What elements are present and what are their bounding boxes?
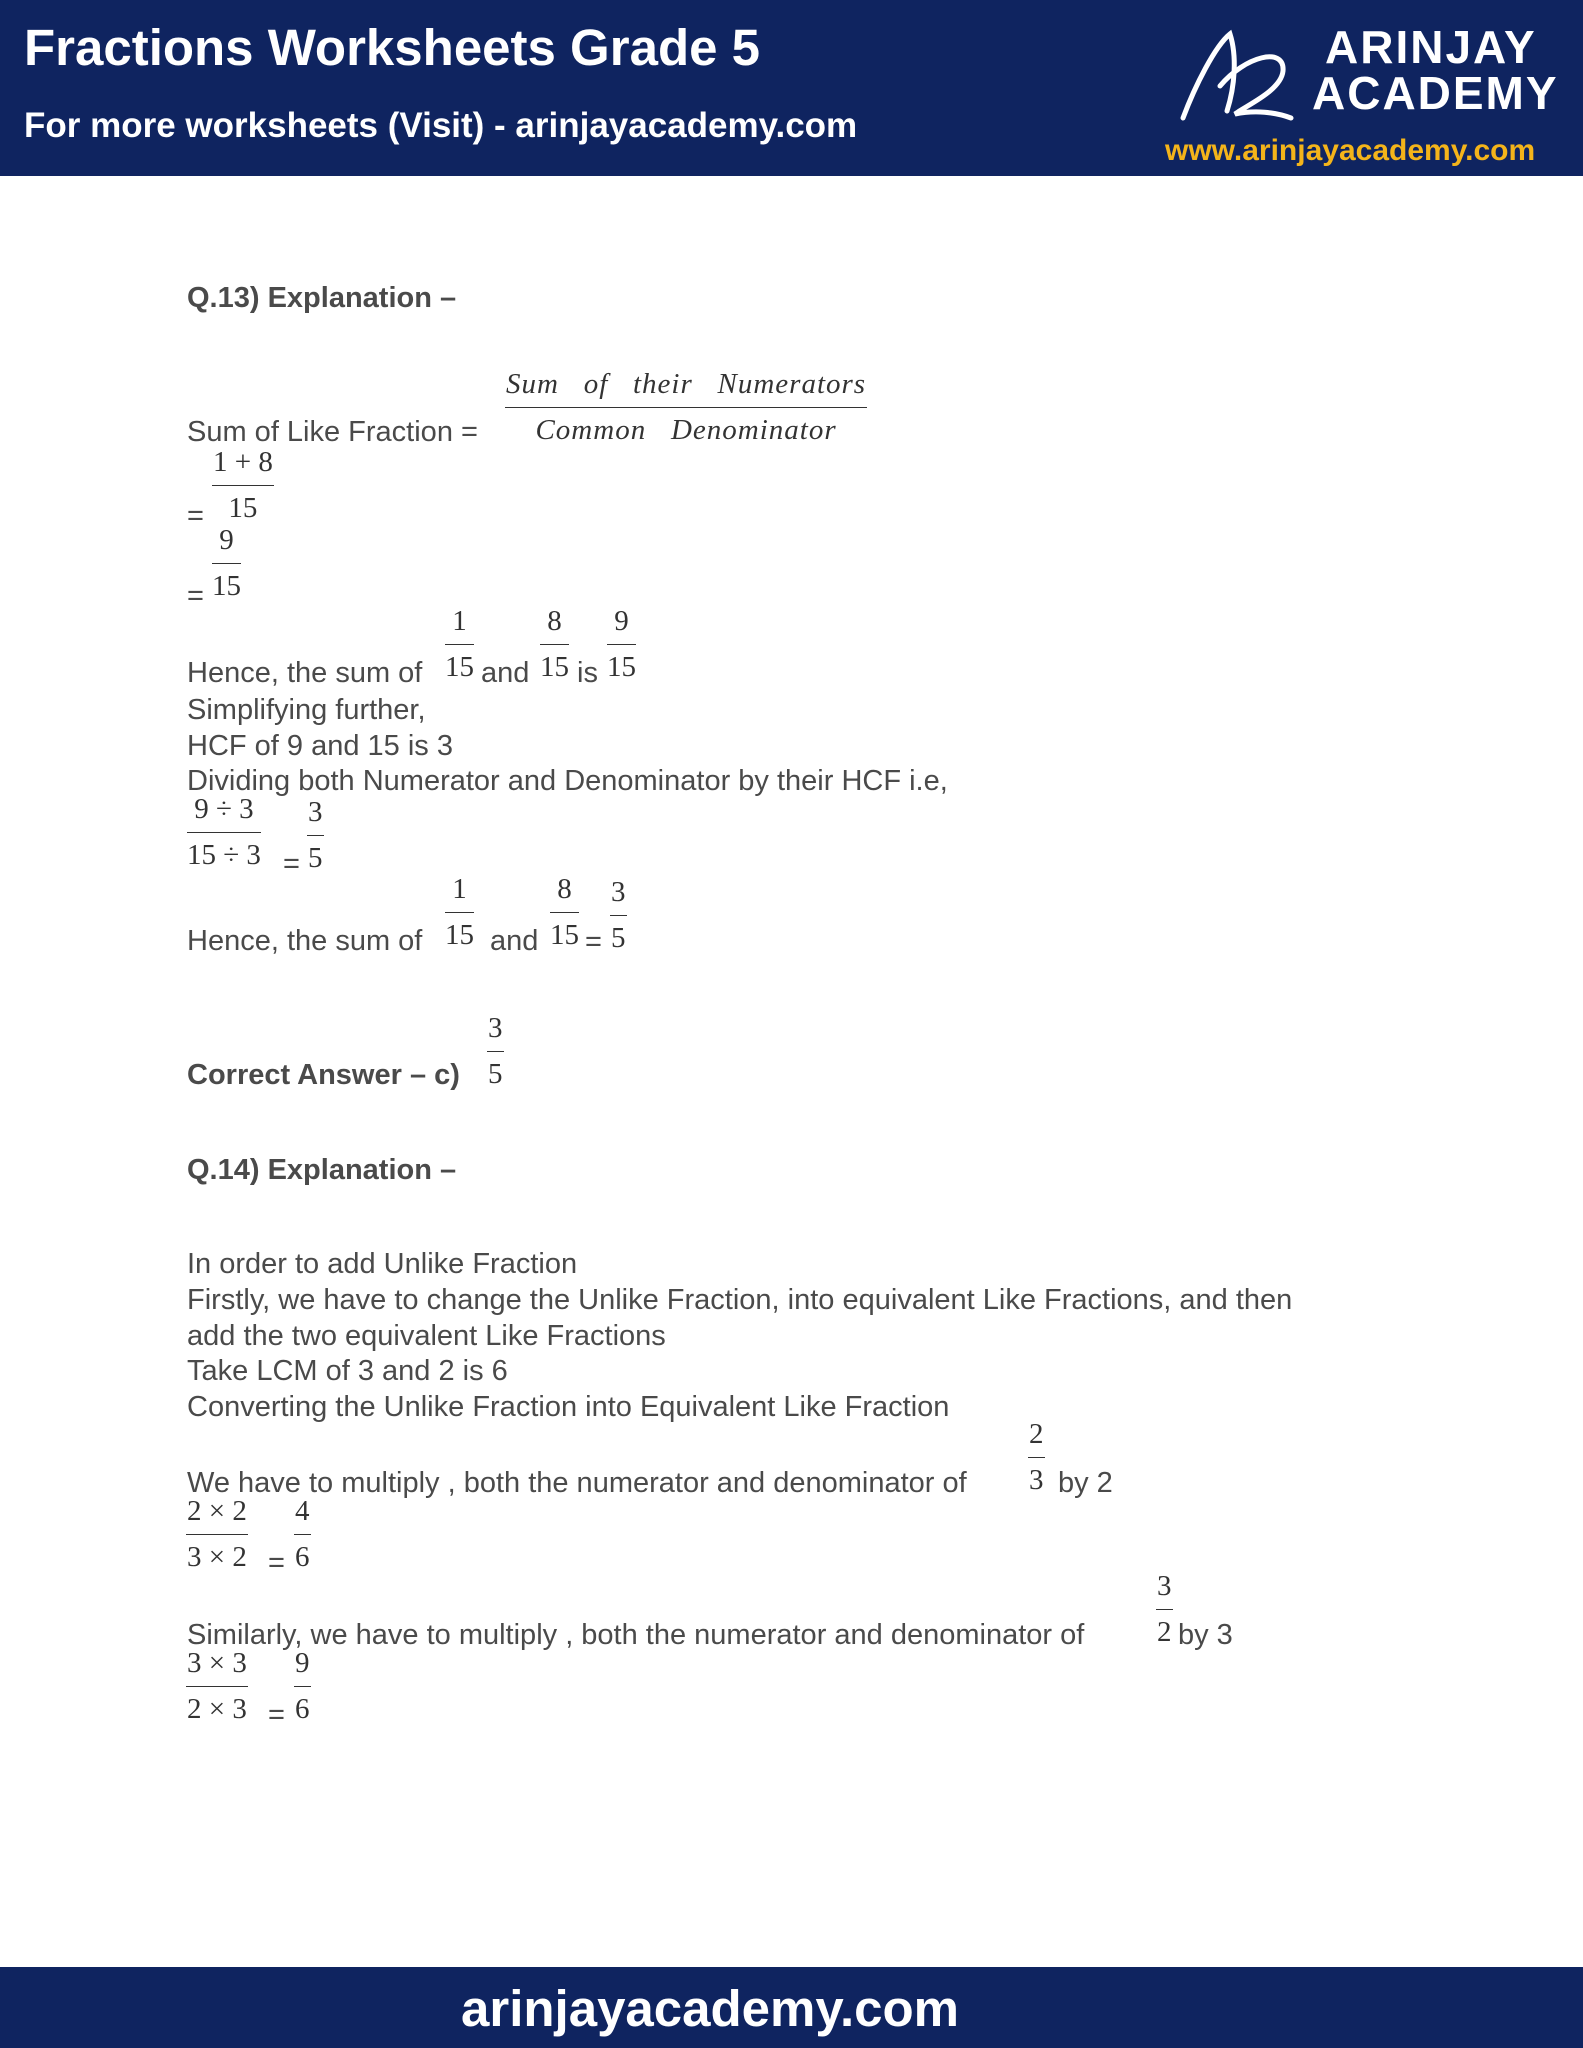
hence1-text-b: and: [481, 657, 530, 689]
denominator: 6: [294, 1686, 311, 1724]
logo-text-line1: ARINJAY: [1325, 21, 1537, 73]
step2-fraction: [212, 526, 241, 601]
denominator: 15: [607, 644, 636, 682]
hence1-fraction-1: [445, 607, 474, 682]
step1-fraction: [212, 448, 274, 523]
hence1-fraction-3: [607, 607, 636, 682]
denominator: 15: [445, 644, 474, 682]
q14-line4: Take LCM of 3 and 2 is 6: [187, 1355, 508, 1387]
hence2-result-fraction: [610, 878, 627, 953]
division-result-fraction: [307, 798, 324, 873]
equals-sign: =: [268, 1699, 285, 1731]
q14-line2: Firstly, we have to change the Unlike Fraction, into equivalent Like Fractions, and then: [187, 1284, 1293, 1316]
numerator: 3: [308, 796, 323, 828]
hcf-text: HCF of 9 and 15 is 3: [187, 730, 453, 762]
page-title: Fractions Worksheets Grade 5: [24, 19, 760, 76]
denominator: 15: [550, 912, 579, 950]
denominator: 5: [487, 1051, 504, 1089]
mult1-fraction: [186, 1497, 248, 1572]
denominator: 5: [307, 835, 324, 873]
denominator: 6: [294, 1534, 311, 1572]
numerator: 4: [295, 1495, 310, 1527]
numerator: 3: [1157, 1570, 1172, 1602]
q14-heading: Q.14) Explanation –: [187, 1154, 457, 1186]
denominator: 15 ÷ 3: [187, 832, 261, 870]
mult1-text-b: by 2: [1058, 1467, 1113, 1499]
mult2-text-b: by 3: [1178, 1619, 1233, 1651]
mult1-inline-fraction: [1028, 1420, 1045, 1495]
step2-denominator: 15: [212, 563, 241, 601]
formula-fraction: [505, 370, 867, 445]
numerator: 9: [614, 605, 629, 637]
numerator: 3: [488, 1012, 503, 1044]
page-subtitle: For more worksheets (Visit) - arinjayacademy.com: [24, 106, 858, 145]
numerator: 8: [547, 605, 562, 637]
mult2-result-fraction: [294, 1649, 311, 1724]
hence2-fraction-1: [445, 875, 474, 950]
formula-label: Sum of Like Fraction =: [187, 416, 478, 448]
denominator: 5: [610, 915, 627, 953]
equals-sign: =: [585, 926, 602, 958]
mult1-text-a: We have to multiply , both the numerator and denominator of: [187, 1467, 967, 1499]
q14-line1: In order to add Unlike Fraction: [187, 1248, 578, 1280]
mult2-inline-fraction: [1156, 1572, 1173, 1647]
denominator: 15: [445, 912, 474, 950]
denominator: 3 × 2: [186, 1534, 248, 1572]
division-fraction: [187, 795, 261, 870]
correct-answer-label: Correct Answer – c): [187, 1059, 460, 1091]
denominator: 15: [540, 644, 569, 682]
hence1-text-c: is: [577, 657, 598, 689]
numerator: 8: [557, 873, 572, 905]
simplify-text: Simplifying further,: [187, 694, 426, 726]
logo-mark-icon: [1175, 26, 1295, 126]
correct-answer-fraction: [487, 1014, 504, 1089]
mult2-fraction: [186, 1649, 248, 1724]
logo-url[interactable]: www.arinjayacademy.com: [1165, 134, 1536, 167]
denominator: 2: [1156, 1609, 1173, 1647]
hence2-fraction-2: [550, 875, 579, 950]
logo-text-line2: ACADEMY: [1312, 67, 1559, 119]
numerator: 9: [295, 1647, 310, 1679]
hence2-text-b: and: [490, 925, 539, 957]
denominator: 2 × 3: [186, 1686, 248, 1724]
footer-url[interactable]: arinjayacademy.com: [461, 1980, 959, 2037]
step1-denominator: 15: [212, 485, 274, 523]
equals-sign: =: [187, 580, 204, 612]
q14-line5: Converting the Unlike Fraction into Equivalent Like Fraction: [187, 1391, 950, 1423]
formula-numerator: Sum of their Numerators: [506, 368, 867, 400]
numerator: 3: [611, 876, 626, 908]
numerator: 2: [1029, 1418, 1044, 1450]
mult2-text-a: Similarly, we have to multiply , both the numerator and denominator of: [187, 1619, 1085, 1651]
equals-sign: =: [268, 1547, 285, 1579]
equals-sign: =: [187, 500, 204, 532]
numerator: 2 × 2: [187, 1495, 247, 1527]
q13-heading: Q.13) Explanation –: [187, 282, 457, 314]
dividing-text: Dividing both Numerator and Denominator by their HCF i.e,: [187, 765, 948, 797]
hence1-text-a: Hence, the sum of: [187, 657, 423, 689]
formula-denominator: Common Denominator: [505, 407, 867, 445]
equals-sign: =: [283, 848, 300, 880]
numerator: 1: [452, 605, 467, 637]
step1-numerator: 1 + 8: [213, 446, 273, 478]
hence2-text-a: Hence, the sum of: [187, 925, 423, 957]
numerator: 9 ÷ 3: [194, 793, 254, 825]
hence1-fraction-2: [540, 607, 569, 682]
mult1-result-fraction: [294, 1497, 311, 1572]
footer-banner: [0, 1967, 1583, 2048]
numerator: 3 × 3: [187, 1647, 247, 1679]
step2-numerator: 9: [219, 524, 234, 556]
q14-line3: add the two equivalent Like Fractions: [187, 1320, 666, 1352]
header-banner: [0, 0, 1583, 176]
denominator: 3: [1028, 1457, 1045, 1495]
numerator: 1: [452, 873, 467, 905]
